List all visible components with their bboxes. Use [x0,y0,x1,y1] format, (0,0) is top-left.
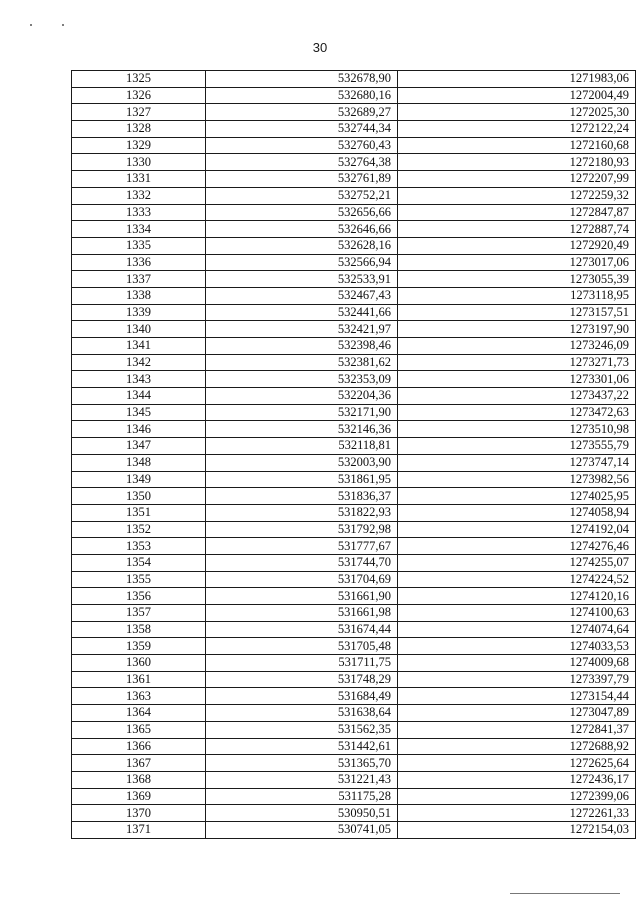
y-coordinate-cell: 1272261,33 [398,805,636,822]
table-row [72,87,636,104]
y-coordinate-cell: 1274120,16 [398,588,636,605]
point-number-cell: 1366 [72,738,206,755]
point-number-cell: 1337 [72,271,206,288]
y-coordinate-cell: 1272841,37 [398,721,636,738]
table-row [72,554,636,571]
y-coordinate-cell: 1274074,64 [398,621,636,638]
table-row [72,771,636,788]
x-coordinate-cell: 532628,16 [206,237,398,254]
y-coordinate-cell: 1274009,68 [398,655,636,672]
coordinates-table-body [72,71,636,839]
y-coordinate-cell: 1273197,90 [398,321,636,338]
point-number-cell: 1351 [72,504,206,521]
x-coordinate-cell: 531562,35 [206,721,398,738]
x-coordinate-cell: 531684,49 [206,688,398,705]
y-coordinate-cell: 1273246,09 [398,338,636,355]
table-row [72,171,636,188]
table-row [72,738,636,755]
page-number: 30 [312,40,328,55]
table-row [72,237,636,254]
table-row [72,621,636,638]
table-row [72,421,636,438]
table-row [72,705,636,722]
x-coordinate-cell: 532171,90 [206,404,398,421]
point-number-cell: 1363 [72,688,206,705]
table-row [72,788,636,805]
point-number-cell: 1347 [72,438,206,455]
x-coordinate-cell: 532566,94 [206,254,398,271]
x-coordinate-cell: 532752,21 [206,187,398,204]
y-coordinate-cell: 1273017,06 [398,254,636,271]
y-coordinate-cell: 1274100,63 [398,605,636,622]
y-coordinate-cell: 1272122,24 [398,121,636,138]
x-coordinate-cell: 531861,95 [206,471,398,488]
table-row [72,221,636,238]
x-coordinate-cell: 531365,70 [206,755,398,772]
table-row [72,287,636,304]
point-number-cell: 1334 [72,221,206,238]
y-coordinate-cell: 1274224,52 [398,571,636,588]
table-row [72,821,636,838]
y-coordinate-cell: 1274276,46 [398,538,636,555]
y-coordinate-cell: 1273437,22 [398,388,636,405]
table-row [72,538,636,555]
x-coordinate-cell: 531175,28 [206,788,398,805]
point-number-cell: 1370 [72,805,206,822]
table-row [72,187,636,204]
table-row [72,438,636,455]
point-number-cell: 1340 [72,321,206,338]
x-coordinate-cell: 532678,90 [206,71,398,88]
x-coordinate-cell: 532744,34 [206,121,398,138]
point-number-cell: 1357 [72,605,206,622]
point-number-cell: 1368 [72,771,206,788]
x-coordinate-cell: 531661,90 [206,588,398,605]
point-number-cell: 1367 [72,755,206,772]
point-number-cell: 1369 [72,788,206,805]
x-coordinate-cell: 531822,93 [206,504,398,521]
y-coordinate-cell: 1274058,94 [398,504,636,521]
point-number-cell: 1349 [72,471,206,488]
table-row [72,571,636,588]
point-number-cell: 1332 [72,187,206,204]
table-row [72,404,636,421]
x-coordinate-cell: 531711,75 [206,655,398,672]
x-coordinate-cell: 532441,66 [206,304,398,321]
y-coordinate-cell: 1273301,06 [398,371,636,388]
x-coordinate-cell: 532764,38 [206,154,398,171]
table-row [72,154,636,171]
table-row [72,321,636,338]
table-row [72,304,636,321]
table-row [72,655,636,672]
x-coordinate-cell: 531674,44 [206,621,398,638]
y-coordinate-cell: 1272625,64 [398,755,636,772]
table-row [72,454,636,471]
point-number-cell: 1343 [72,371,206,388]
x-coordinate-cell: 532353,09 [206,371,398,388]
x-coordinate-cell: 531836,37 [206,488,398,505]
y-coordinate-cell: 1272154,03 [398,821,636,838]
point-number-cell: 1342 [72,354,206,371]
x-coordinate-cell: 531638,64 [206,705,398,722]
table-row [72,605,636,622]
table-row [72,638,636,655]
point-number-cell: 1341 [72,338,206,355]
point-number-cell: 1358 [72,621,206,638]
table-row [72,721,636,738]
table-row [72,388,636,405]
point-number-cell: 1364 [72,705,206,722]
y-coordinate-cell: 1273271,73 [398,354,636,371]
y-coordinate-cell: 1272180,93 [398,154,636,171]
x-coordinate-cell: 531661,98 [206,605,398,622]
point-number-cell: 1333 [72,204,206,221]
x-coordinate-cell: 532761,89 [206,171,398,188]
table-row [72,755,636,772]
y-coordinate-cell: 1272920,49 [398,237,636,254]
point-number-cell: 1365 [72,721,206,738]
x-coordinate-cell: 532656,66 [206,204,398,221]
x-coordinate-cell: 530741,05 [206,821,398,838]
x-coordinate-cell: 532118,81 [206,438,398,455]
point-number-cell: 1356 [72,588,206,605]
y-coordinate-cell: 1273047,89 [398,705,636,722]
x-coordinate-cell: 532646,66 [206,221,398,238]
y-coordinate-cell: 1272259,32 [398,187,636,204]
y-coordinate-cell: 1272399,06 [398,788,636,805]
table-row [72,504,636,521]
x-coordinate-cell: 532398,46 [206,338,398,355]
y-coordinate-cell: 1273747,14 [398,454,636,471]
point-number-cell: 1371 [72,821,206,838]
point-number-cell: 1335 [72,237,206,254]
table-row [72,271,636,288]
point-number-cell: 1339 [72,304,206,321]
x-coordinate-cell: 532146,36 [206,421,398,438]
x-coordinate-cell: 531705,48 [206,638,398,655]
x-coordinate-cell: 532381,62 [206,354,398,371]
table-row [72,204,636,221]
x-coordinate-cell: 532204,36 [206,388,398,405]
x-coordinate-cell: 532680,16 [206,87,398,104]
table-row [72,588,636,605]
y-coordinate-cell: 1273118,95 [398,287,636,304]
x-coordinate-cell: 532467,43 [206,287,398,304]
y-coordinate-cell: 1273157,51 [398,304,636,321]
table-row [72,354,636,371]
point-number-cell: 1336 [72,254,206,271]
table-row [72,254,636,271]
point-number-cell: 1325 [72,71,206,88]
y-coordinate-cell: 1272025,30 [398,104,636,121]
point-number-cell: 1329 [72,137,206,154]
point-number-cell: 1344 [72,388,206,405]
table-row [72,488,636,505]
point-number-cell: 1338 [72,287,206,304]
point-number-cell: 1345 [72,404,206,421]
point-number-cell: 1348 [72,454,206,471]
y-coordinate-cell: 1273982,56 [398,471,636,488]
scan-speck [30,24,32,26]
point-number-cell: 1361 [72,671,206,688]
table-row [72,137,636,154]
table-row [72,521,636,538]
y-coordinate-cell: 1274255,07 [398,554,636,571]
y-coordinate-cell: 1273154,44 [398,688,636,705]
x-coordinate-cell: 531748,29 [206,671,398,688]
y-coordinate-cell: 1272847,87 [398,204,636,221]
coordinates-table [71,70,629,839]
y-coordinate-cell: 1273055,39 [398,271,636,288]
table-row [72,688,636,705]
y-coordinate-cell: 1274033,53 [398,638,636,655]
x-coordinate-cell: 530950,51 [206,805,398,822]
table-row [72,805,636,822]
point-number-cell: 1331 [72,171,206,188]
point-number-cell: 1346 [72,421,206,438]
x-coordinate-cell: 531221,43 [206,771,398,788]
y-coordinate-cell: 1274025,95 [398,488,636,505]
point-number-cell: 1350 [72,488,206,505]
point-number-cell: 1330 [72,154,206,171]
point-number-cell: 1352 [72,521,206,538]
point-number-cell: 1353 [72,538,206,555]
point-number-cell: 1360 [72,655,206,672]
y-coordinate-cell: 1273472,63 [398,404,636,421]
x-coordinate-cell: 532689,27 [206,104,398,121]
table-row [72,104,636,121]
y-coordinate-cell: 1272207,99 [398,171,636,188]
y-coordinate-cell: 1273397,79 [398,671,636,688]
x-coordinate-cell: 532533,91 [206,271,398,288]
y-coordinate-cell: 1272436,17 [398,771,636,788]
x-coordinate-cell: 531792,98 [206,521,398,538]
footer-rule [510,893,620,894]
x-coordinate-cell: 531704,69 [206,571,398,588]
y-coordinate-cell: 1272160,68 [398,137,636,154]
point-number-cell: 1354 [72,554,206,571]
y-coordinate-cell: 1271983,06 [398,71,636,88]
x-coordinate-cell: 532003,90 [206,454,398,471]
table-row [72,338,636,355]
table-row [72,71,636,88]
point-number-cell: 1355 [72,571,206,588]
table-row [72,671,636,688]
point-number-cell: 1327 [72,104,206,121]
point-number-cell: 1359 [72,638,206,655]
y-coordinate-cell: 1273510,98 [398,421,636,438]
y-coordinate-cell: 1273555,79 [398,438,636,455]
scan-speck [62,24,64,26]
x-coordinate-cell: 532421,97 [206,321,398,338]
table-row [72,471,636,488]
x-coordinate-cell: 532760,43 [206,137,398,154]
table-row [72,121,636,138]
x-coordinate-cell: 531744,70 [206,554,398,571]
y-coordinate-cell: 1272004,49 [398,87,636,104]
x-coordinate-cell: 531442,61 [206,738,398,755]
point-number-cell: 1328 [72,121,206,138]
point-number-cell: 1326 [72,87,206,104]
x-coordinate-cell: 531777,67 [206,538,398,555]
y-coordinate-cell: 1272688,92 [398,738,636,755]
y-coordinate-cell: 1272887,74 [398,221,636,238]
table-row [72,371,636,388]
y-coordinate-cell: 1274192,04 [398,521,636,538]
